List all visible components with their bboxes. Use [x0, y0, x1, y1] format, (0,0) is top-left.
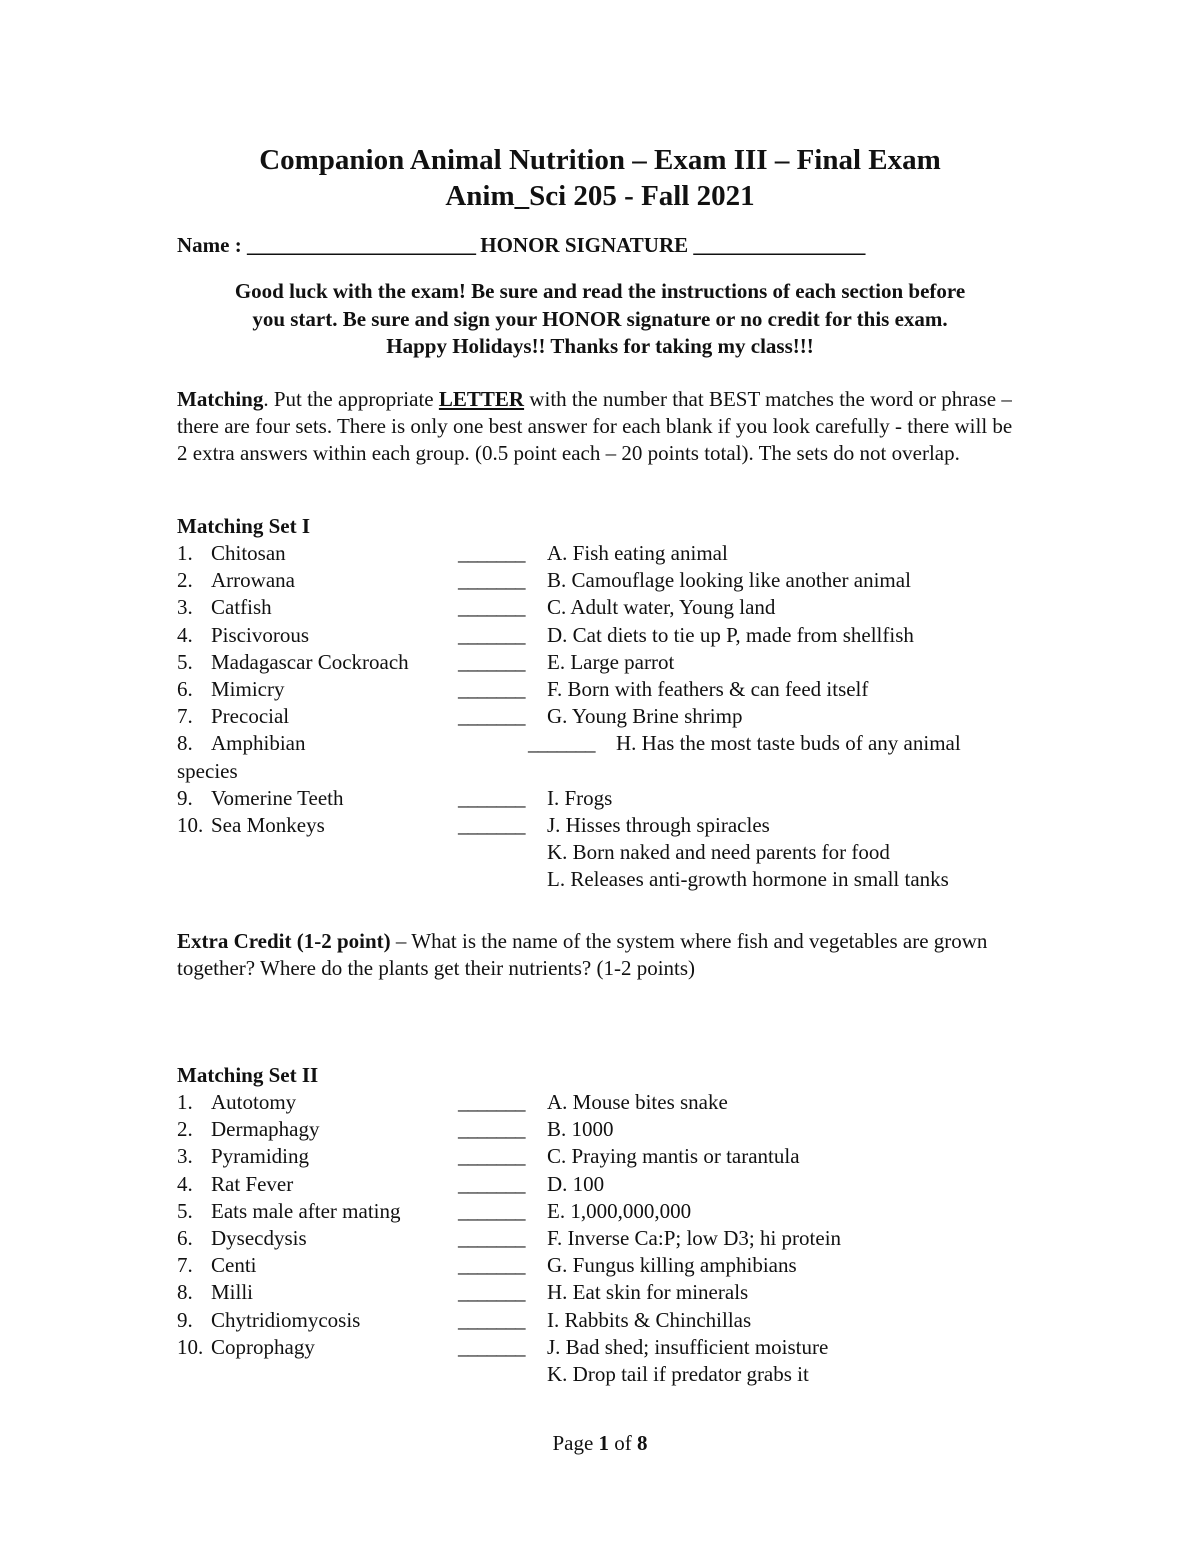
set2-term: Milli — [211, 1280, 254, 1305]
set1-answer-blank[interactable]: _______ — [458, 649, 525, 674]
set2-answer-blank[interactable]: _______ — [458, 1334, 525, 1359]
set1-answer-blank[interactable]: _______ — [458, 785, 525, 810]
set1-answer-blank[interactable]: _______ — [528, 731, 595, 756]
set1-term-number: 1. — [177, 541, 193, 565]
set1-term-number: 6. — [177, 677, 193, 701]
extra-credit-text: – What is the name of the system where fish and vegetables are grown together? Where do the plants get their nutrients? (1-2 points) — [177, 929, 988, 981]
set2-term-number: 2. — [177, 1117, 193, 1142]
set1-answer-option: L. Releases anti-growth hormone in small tanks — [547, 867, 949, 892]
set1-term: Piscivorous — [211, 622, 310, 647]
set2-term-number: 5. — [177, 1198, 193, 1223]
set2-answer-blank[interactable]: _______ — [458, 1117, 525, 1142]
set2-answer-option: G. Fungus killing amphibians — [547, 1253, 797, 1278]
set2-answer-option: K. Drop tail if predator grabs it — [547, 1362, 809, 1386]
set1-term-number: 3. — [177, 595, 193, 620]
set2-answer-option: C. Praying mantis or tarantula — [547, 1144, 800, 1169]
set2-heading: Matching Set II — [177, 1063, 319, 1087]
set1-term: Arrowana — [211, 568, 295, 593]
set1-heading: Matching Set I — [177, 514, 310, 538]
name-blank[interactable]: ________________________ — [246, 233, 475, 257]
set1-term-number: 4. — [177, 622, 193, 647]
set2-term-number: 8. — [177, 1280, 193, 1305]
set2-term: Coprophagy — [211, 1334, 315, 1359]
set2-term-number: 3. — [177, 1144, 193, 1169]
set2-answer-option: F. Inverse Ca:P; low D3; hi protein — [547, 1226, 842, 1250]
set2-term: Rat Fever — [211, 1171, 294, 1196]
set1-answer-blank[interactable]: _______ — [458, 595, 525, 620]
set2-answer-option: H. Eat skin for minerals — [547, 1280, 749, 1305]
set1-term-number: 2. — [177, 568, 193, 593]
set2-term: Pyramiding — [211, 1144, 309, 1169]
set2-answer-option: A. Mouse bites snake — [547, 1090, 728, 1114]
set1-answer-option: H. Has the most taste buds of any animal — [616, 731, 961, 756]
set2-answer-option: I. Rabbits & Chinchillas — [547, 1307, 752, 1332]
intro-line-3: Happy Holidays!! Thanks for taking my class!!! — [386, 334, 814, 358]
set2-answer-blank[interactable]: _______ — [458, 1307, 525, 1332]
set2-answer-blank[interactable]: _______ — [458, 1144, 525, 1169]
set1-answer-option: C. Adult water, Young land — [547, 595, 776, 620]
set2-term-number: 7. — [177, 1253, 193, 1278]
set2-term-number: 1. — [177, 1090, 193, 1114]
set1-answer-option: K. Born naked and need parents for food — [547, 840, 890, 865]
set2-term: Dysecdysis — [211, 1226, 307, 1250]
honor-blank[interactable]: __________________ — [693, 233, 865, 257]
intro-line-1: Good luck with the exam! Be sure and read the instructions of each section before — [234, 279, 966, 303]
set2-answer-blank[interactable]: _______ — [458, 1090, 525, 1114]
set2-term: Centi — [211, 1253, 257, 1278]
name-label: Name : — [177, 233, 242, 257]
set1-answer-blank[interactable]: _______ — [458, 622, 525, 647]
set2-term-number: 9. — [177, 1307, 193, 1332]
set2-answer-option: J. Bad shed; insufficient moisture — [547, 1334, 829, 1359]
set1-answer-option: G. Young Brine shrimp — [547, 704, 743, 729]
set1-answer-option: D. Cat diets to tie up P, made from shellfish — [547, 622, 914, 647]
set2-answer-blank[interactable]: _______ — [458, 1198, 525, 1223]
set1-answer-option: I. Frogs — [547, 785, 613, 810]
set1-term: Madagascar Cockroach — [211, 649, 409, 674]
set1-term: Precocial — [211, 704, 290, 729]
set1-term: Chitosan — [211, 541, 286, 565]
exam-title: Companion Animal Nutrition – Exam III – Final Exam — [259, 144, 941, 176]
extra-credit-label: Extra Credit (1-2 point) — [177, 929, 391, 953]
name-signature-line — [177, 233, 864, 258]
set1-answer-option: E. Large parrot — [547, 649, 675, 674]
page-footer — [0, 1431, 1200, 1456]
course-title: Anim_Sci 205 - Fall 2021 — [445, 180, 755, 212]
set1-term-wrap: species — [177, 758, 238, 783]
set2-answer-option: B. 1000 — [547, 1117, 614, 1142]
set2-answer-blank[interactable]: _______ — [458, 1253, 525, 1278]
set1-term: Vomerine Teeth — [211, 785, 344, 810]
set2-term: Eats male after mating — [211, 1198, 401, 1223]
set2-term-number: 4. — [177, 1171, 193, 1196]
set1-term: Mimicry — [211, 677, 285, 701]
set2-answer-option: E. 1,000,000,000 — [547, 1198, 692, 1223]
set1-answer-blank[interactable]: _______ — [458, 704, 525, 729]
set2-answer-blank[interactable]: _______ — [458, 1171, 525, 1196]
set2-answer-blank[interactable]: _______ — [458, 1280, 525, 1305]
set1-answer-option: J. Hisses through spiracles — [547, 813, 770, 837]
set1-term-number: 5. — [177, 649, 193, 674]
set2-term-number: 10. — [177, 1334, 204, 1359]
set1-term-number: 7. — [177, 704, 193, 729]
extra-credit — [177, 928, 1027, 982]
matching-label: Matching — [177, 387, 264, 411]
set2-term: Dermaphagy — [211, 1117, 320, 1142]
set2-term: Autotomy — [211, 1090, 297, 1114]
set1-term: Catfish — [211, 595, 272, 620]
set1-term: Amphibian — [211, 731, 306, 756]
honor-label: HONOR SIGNATURE — [480, 233, 689, 257]
page-word: Page — [552, 1431, 594, 1455]
page-number: 1 — [598, 1431, 610, 1455]
set1-term: Sea Monkeys — [211, 813, 325, 837]
set2-answer-blank[interactable]: _______ — [458, 1226, 525, 1250]
page-total: 8 — [637, 1431, 648, 1455]
set1-term-number: 10. — [177, 813, 204, 837]
matching-text-after: with the number that BEST matches the word or phrase – there are four sets. There is only one best answer for each blank if you look carefully - there will be 2 extra answers within each group. (0.5 point each – 20 points total). The sets do not overlap. — [177, 387, 1013, 466]
set1-answer-blank[interactable]: _______ — [458, 813, 525, 837]
set2-answer-option: D. 100 — [547, 1171, 605, 1196]
set1-answer-option: F. Born with feathers & can feed itself — [547, 677, 869, 701]
set2-term: Chytridiomycosis — [211, 1307, 361, 1332]
matching-text-before: . Put the appropriate — [263, 387, 439, 411]
set1-term-number: 8. — [177, 731, 193, 756]
set1-answer-blank[interactable]: _______ — [458, 677, 525, 701]
intro-line-2: you start. Be sure and sign your HONOR signature or no credit for this exam. — [252, 307, 948, 331]
of-word: of — [614, 1431, 632, 1455]
matching-instructions — [177, 386, 1027, 468]
set2-term-number: 6. — [177, 1226, 193, 1250]
set1-answer-blank[interactable]: _______ — [458, 541, 525, 565]
set1-answer-option: A. Fish eating animal — [547, 541, 728, 565]
set1-answer-blank[interactable]: _______ — [458, 568, 525, 593]
set1-answer-option: B. Camouflage looking like another animal — [547, 568, 911, 593]
matching-emphasis: LETTER — [438, 387, 525, 411]
set1-term-number: 9. — [177, 785, 193, 810]
